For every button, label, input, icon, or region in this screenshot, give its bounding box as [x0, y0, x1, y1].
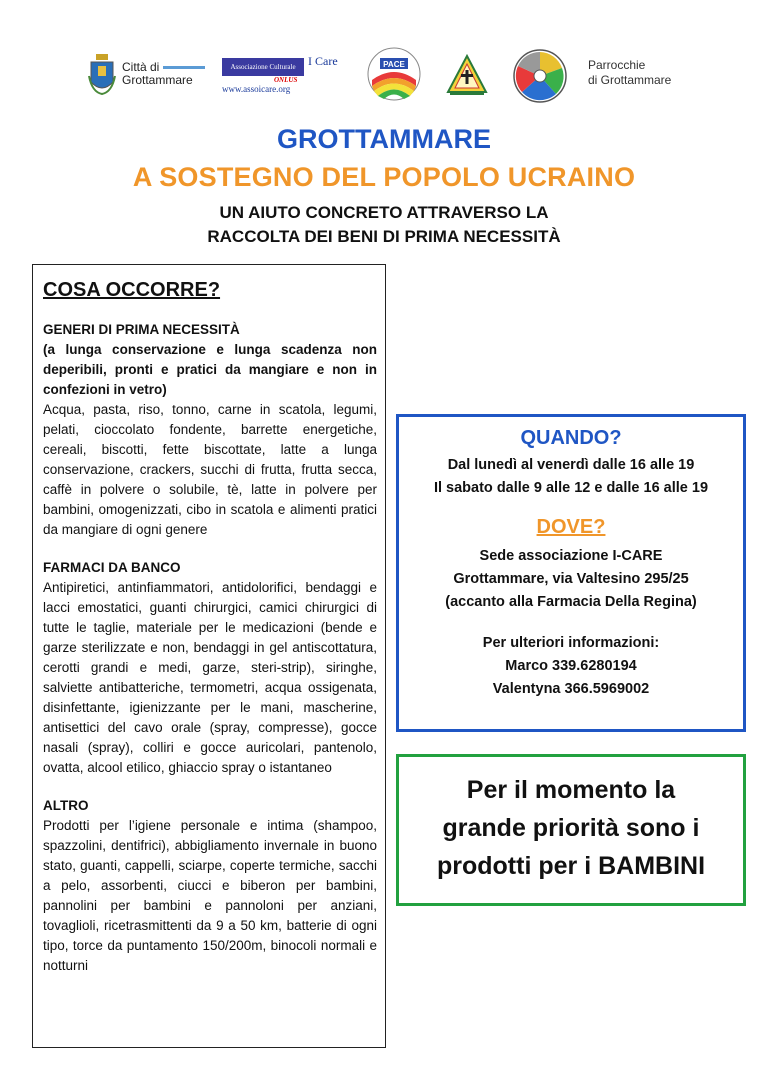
hours-weekdays: Dal lunedì al venerdì dalle 16 alle 19	[447, 457, 695, 473]
parrocchie-line1: Parrocchie	[588, 58, 646, 72]
generi-title: GENERI DI PRIMA NECESSITÀ	[43, 322, 240, 337]
citta-line1: Città di	[122, 60, 160, 74]
tagline	[0, 201, 768, 249]
contact-marco: Marco 339.6280194	[505, 658, 637, 674]
altro-body: Prodotti per l’igiene personale e intima (shampoo, spazzolini, dentifrici), abbigliamento invernale in buono stato, guanti, cappelli, sciarpe, coperte termiche, sacchi a pelo, assorbenti, ciucci e biberon per bambini, pannolini per bambini e pannoloni per anziani, tovaglioli, ricetrasmittenti da 9 a 50 km, batterie di ogni tipo, torce da puntamento 150/200m, binocoli normali e notturni	[43, 818, 377, 973]
citta-logo	[88, 52, 205, 96]
citta-line2: Grottammare	[122, 73, 193, 87]
priority-box	[396, 754, 746, 906]
tagline-line1: UN AIUTO CONCRETO ATTRAVERSO LA	[219, 203, 549, 222]
main-title: GROTTAMMARE	[277, 124, 491, 154]
assoc-name: Associazione Culturale	[222, 58, 304, 76]
altro-title: ALTRO	[43, 798, 89, 813]
pace-label: PACE	[383, 60, 405, 69]
assoc-logo	[222, 52, 346, 100]
contact-valentyna: Valentyna 366.5969002	[492, 681, 650, 697]
dove-label: DOVE?	[536, 516, 606, 538]
pace-logo-icon	[366, 46, 422, 102]
when-where-box	[396, 414, 746, 732]
subtitle: A SOSTEGNO DEL POPOLO UCRAINO	[132, 162, 636, 192]
hours-saturday: Il sabato dalle 9 alle 12 e dalle 16 alle 19	[433, 480, 709, 496]
farmaci-body: Antipiretici, antinfiammatori, antidolorifici, bendaggi e lacci emostatici, guanti chirurgici, camici chirurgici di tutte le taglie, materiale per le medicazioni (bende e garze sterilizzate e non, bendaggi in gel antiscottatura, cerotti grandi e medi, garze, steri-strip), siringhe, salviette antibatteriche, termometri, acqua ossigenata, disinfettante, igienizzante per le mani, mascherine, antisettici del cavo orale (spray, compresse), gocce nasali (spray), colliri e gocce auricolari, pantenolo, ovatta, alcool etilico, ghiaccio spray o istantaneo	[43, 580, 377, 775]
place-line1: Sede associazione I-CARE	[479, 548, 663, 564]
assoc-icare: I Care	[308, 54, 338, 68]
info-label: Per ulteriori informazioni:	[482, 635, 660, 651]
generi-note: (a lunga conservazione e lunga scadenza non deperibili, pronti e pratici da mangiare e non in confezioni in vetro)	[43, 342, 377, 397]
tagline-line2: RACCOLTA DEI BENI DI PRIMA NECESSITÀ	[207, 227, 561, 246]
logo-bar	[0, 44, 768, 114]
generi-body: Acqua, pasta, riso, tonno, carne in scatola, legumi, pelati, cioccolato fondente, barrette energetiche, cereali, biscotti, fette biscottate, latte a lunga conservazione, crackers, succhi di frutta, frutta secca, caffè in polvere o solubile, tè, latte in polvere per bambini, omogenizzati, cibo in scatola e alimenti pratici da mangiare di ogni genere	[43, 402, 377, 537]
parrocchie-logo	[588, 58, 671, 88]
needs-box	[32, 264, 386, 1048]
crest-icon	[88, 52, 116, 96]
parrocchie-line2: di Grottammare	[588, 73, 672, 87]
place-line3: (accanto alla Farmacia Della Regina)	[445, 594, 697, 610]
farmaci-title: FARMACI DA BANCO	[43, 560, 181, 575]
parish-wheel-logo-icon	[512, 48, 568, 104]
assoc-url: www.assoicare.org	[222, 84, 291, 94]
priority-line2: grande priorità sono i	[442, 814, 700, 842]
fp-triangle-logo-icon	[446, 54, 488, 96]
priority-line3: prodotti per i BAMBINI	[436, 852, 706, 880]
place-line2: Grottammare, via Valtesino 295/25	[453, 571, 689, 587]
needs-heading: COSA OCCORRE?	[43, 279, 221, 301]
priority-line1: Per il momento la	[466, 776, 676, 804]
quando-label: QUANDO?	[520, 427, 622, 449]
assoc-onlus: ONLUS	[274, 76, 298, 84]
